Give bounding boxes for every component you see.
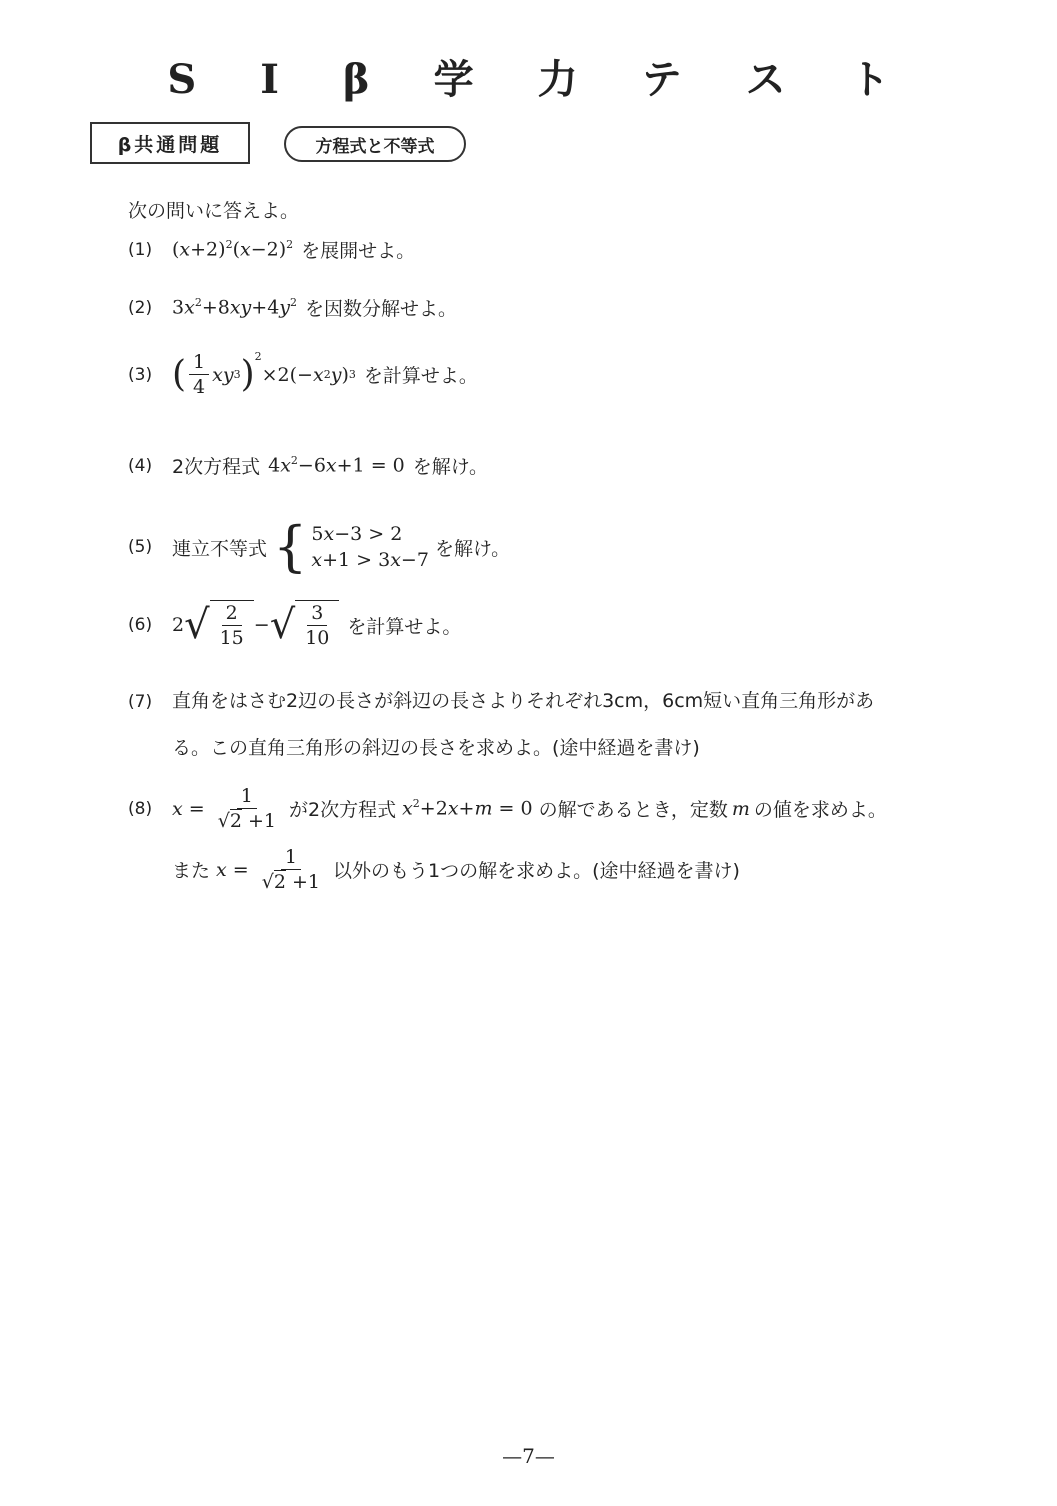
section-label-box: β共通問題 [90,122,250,164]
math-expression: $(x+2)^2(x-2)^2$ [172,238,294,261]
question-text: を計算せよ。 [363,365,478,387]
title-char: β [343,56,370,103]
title-char: テ [641,56,682,103]
question-text: が2次方程式 [288,799,397,821]
math-expression: $4x^2-6x+1 = 0$ [268,454,405,477]
question-3 [128,350,478,399]
question-prefix: 連立不等式 [172,537,268,560]
question-4 [128,452,488,479]
question-number: (8) [128,798,153,819]
question-number: (1) [128,239,153,260]
title-char: S [167,56,197,103]
title-char: ト [849,56,890,103]
question-7 [128,686,988,760]
section-topic-pill: 方程式と不等式 [284,126,466,162]
inequality-system: { 5x−3 > 2 x+1 > 3x−7 [273,515,429,578]
question-5 [128,515,511,578]
title-char: 学 [433,56,474,103]
question-1 [128,236,415,263]
question-text: を因数分解せよ。 [305,298,458,320]
question-text: また [172,860,211,882]
question-number: (5) [128,537,153,557]
math-expression: $x^2+2x+m = 0$ [402,797,533,820]
question-number: (7) [128,692,153,712]
question-text: を展開せよ。 [301,240,416,262]
question-text: を解け。 [412,456,488,478]
page-title [0,48,1057,105]
question-number: (3) [128,364,153,385]
math-expression: ( $\frac{1}{4}$ xy 3 ) $^2$ ×2(− x 2 y ) 3 [172,350,356,398]
math-expression: 2 √ $\frac{2}{15}$ − √ $\frac{3}{10}$ [172,600,339,650]
math-expression: x = $\frac{1}{√2 +1}$ [172,785,276,832]
question-6 [128,600,461,650]
title-char: ス [745,56,786,103]
math-expression: $3x^2+8xy+4y^2$ [172,296,298,319]
question-number: (6) [128,615,153,635]
question-8 [128,784,887,894]
math-variable: m [731,797,750,820]
question-prefix: 2次方程式 [172,456,261,478]
question-text: を計算せよ。 [347,615,462,638]
question-text-line1: 直角をはさむ2辺の長さが斜辺の長さよりそれぞれ3cm，6cm短い直角三角形があ [172,690,875,712]
math-expression: x = $\frac{1}{√2 +1}$ [216,846,320,893]
question-number: (2) [128,297,153,318]
page-number: —7— [502,1444,555,1468]
question-text-line2: る。この直角三角形の斜辺の長さを求めよ。(途中経過を書け) [172,737,700,759]
question-text: の値を求めよ。 [753,799,887,821]
title-char: 力 [537,56,578,103]
question-text: 以外のもう1つの解を求めよ。(途中経過を書け) [333,860,740,882]
question-2 [128,294,457,321]
instructions: 次の問いに答えよ。 [128,200,300,222]
question-text: を解け。 [434,537,511,560]
title-char: I [260,56,280,103]
question-number: (4) [128,455,153,476]
question-text: の解であるとき，定数 [538,799,728,821]
